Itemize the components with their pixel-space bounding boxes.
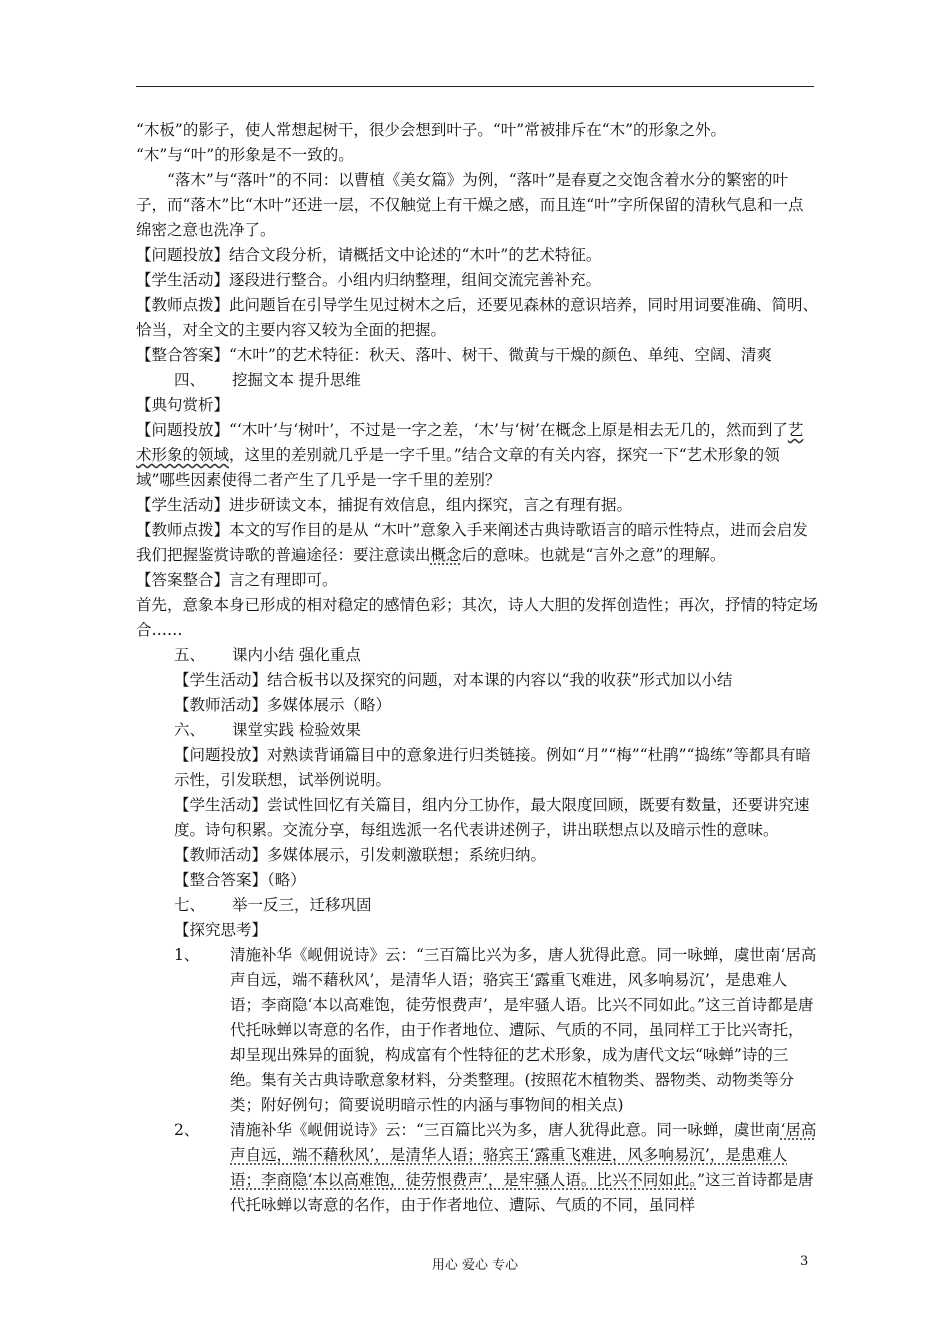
paragraph: 【探究思考】 — [174, 921, 268, 939]
section-heading-7 — [136, 893, 818, 918]
paragraph: “木板”的影子，使人常想起树干，很少会想到叶子。“叶”常被排斥在“木”的形象之外。 — [136, 121, 727, 139]
text-span: ”这三首诗都是唐代托咏蝉以寄意的名作，由于作者地位、遭际、气质的不同，虽同样 — [230, 1171, 814, 1214]
section-title: 举一反三，迁移巩固 — [232, 896, 372, 914]
underlined-phrase: 艺术形象的领域 — [136, 421, 804, 464]
section-number: 五、 — [174, 646, 206, 664]
paragraph: 【学生活动】结合板书以及探究的问题，对本课的内容以“我的收获”形式加以小结 — [174, 671, 733, 689]
section-title: 课内小结 强化重点 — [232, 646, 361, 664]
emphasized-phrase: 概念 — [430, 546, 462, 564]
text-span: 后的意味。也就是“言外之意”的理解。 — [461, 546, 726, 564]
section-heading-5 — [136, 643, 818, 668]
paragraph: 【教师活动】多媒体展示（略） — [174, 696, 392, 714]
text-span: 【教师点拨】本文的写作目的是从 “木叶”意象入手来阐述古典诗歌语言的暗示性特点，进而会启发我们把握鉴赏诗歌的普遍途径：要注意读出 — [136, 521, 808, 564]
paragraph: 【典句赏析】 — [136, 396, 230, 414]
paragraph: 首先，意象本身已形成的相对稳定的感情色彩；其次，诗人大胆的发挥创造性；再次，抒情的特定场合…… — [136, 596, 819, 639]
paragraph: 【教师活动】多媒体展示，引发刺激联想；系统归纳。 — [174, 846, 547, 864]
paragraph: 【教师点拨】此问题旨在引导学生见过树木之后，还要见森林的意识培养，同时用词要准确、简明、恰当，对全文的主要内容又较为全面的把握。 — [136, 296, 819, 339]
list-text — [230, 1118, 818, 1218]
paragraph: “落木”与“落叶”的不同：以曹植《美女篇》为例，“落叶”是春夏之交饱含着水分的繁密的叶子，而“落木”比“木叶”还进一层，不仅触觉上有干燥之感，而且连“叶”字所保留的清秋气息和一点绵密之意也洗净了。 — [136, 171, 804, 239]
paragraph — [136, 518, 818, 568]
header-rule — [136, 86, 814, 87]
paragraph: 【学生活动】逐段进行整合。小组内归纳整理，组间交流完善补充。 — [136, 271, 602, 289]
section-number: 六、 — [174, 721, 206, 739]
section-heading-6 — [136, 718, 818, 743]
list-text: 清施补华《岘佣说诗》云：“三百篇比兴为多，唐人犹得此意。同一咏蝉，虞世南‘居高声自远，端不藉秋风’，是清华人语；骆宾王‘露重飞难进，风多响易沉’，是患难人语；李商隐‘本以高难饱，徒劳恨费声’，是牢骚人语。比兴不同如此。”这三首诗都是唐代托咏蝉以寄意的名作，由于作者地位、遭际、气质的不同，虽同样工于比兴寄托，却呈现出殊异的面貌，构成富有个性特征的艺术形象，成为唐代文坛“咏蝉”诗的三绝。集有关古典诗歌意象材料，分类整理。(按照花木植物类、器物类、动物类等分类；附好例句；简要说明暗示性的内涵与事物间的相关点) — [230, 946, 817, 1114]
paragraph: 【整合答案】（略） — [174, 871, 306, 889]
list-item — [174, 1118, 818, 1218]
numbered-list — [136, 943, 818, 1218]
text-span: ，这里的差别就几乎是一字千里。”结合文章的有关内容，探究一下“艺术形象的领域”哪些因素使得二者产生了几乎是一字千里的差别？ — [136, 446, 780, 489]
paragraph: “木”与“叶”的形象是不一致的。 — [136, 146, 354, 164]
list-number: 2、 — [174, 1121, 200, 1139]
section-number: 四、 — [174, 371, 206, 389]
text-span: 【问题投放】“‘木叶’与‘树叶’，不过是一字之差，‘木’与‘树’在概念上原是相去无几的，然而到了 — [136, 421, 788, 439]
paragraph — [136, 418, 818, 493]
section-heading-4 — [136, 368, 818, 393]
emphasized-phrase: ‘居高声自远，端不藉秋风’，是清华人语；骆宾王‘露重飞难进，风多响易沉’，是患难人语；李商隐‘本以高难饱，徒劳恨费声’，是牢骚人语。比兴不同如此。 — [230, 1121, 817, 1189]
section-title: 课堂实践 检验效果 — [232, 721, 361, 739]
footer-motto: 用心 爱心 专心 — [431, 1258, 519, 1273]
page-number: 3 — [800, 1254, 809, 1269]
paragraph: 【问题投放】对熟读背诵篇目中的意象进行归类链接。例如“月”“梅”“杜鹃”“捣练”等都具有暗示性，引发联想，试举例说明。 — [174, 746, 811, 789]
section-number: 七、 — [174, 896, 206, 914]
document-body — [136, 118, 818, 1218]
paragraph: 【整合答案】“木叶”的艺术特征：秋天、落叶、树干、微黄与干燥的颜色、单纯、空阔、清爽 — [136, 346, 772, 364]
list-item — [174, 943, 818, 1118]
section-title: 挖掘文本 提升思维 — [232, 371, 361, 389]
paragraph: 【问题投放】结合文段分析，请概括文中论述的“木叶”的艺术特征。 — [136, 246, 602, 264]
paragraph: 【答案整合】言之有理即可。 — [136, 571, 338, 589]
paragraph: 【学生活动】进步研读文本，捕捉有效信息，组内探究，言之有理有据。 — [136, 496, 633, 514]
text-span: 清施补华《岘佣说诗》云：“三百篇比兴为多，唐人犹得此意。同一咏蝉，虞世南 — [230, 1121, 781, 1139]
list-number: 1、 — [174, 946, 200, 964]
paragraph: 【学生活动】尝试性回忆有关篇目，组内分工协作，最大限度回顾，既要有数量，还要讲究速度。诗句积累。交流分享，每组选派一名代表讲述例子，讲出联想点以及暗示性的意味。 — [174, 796, 810, 839]
